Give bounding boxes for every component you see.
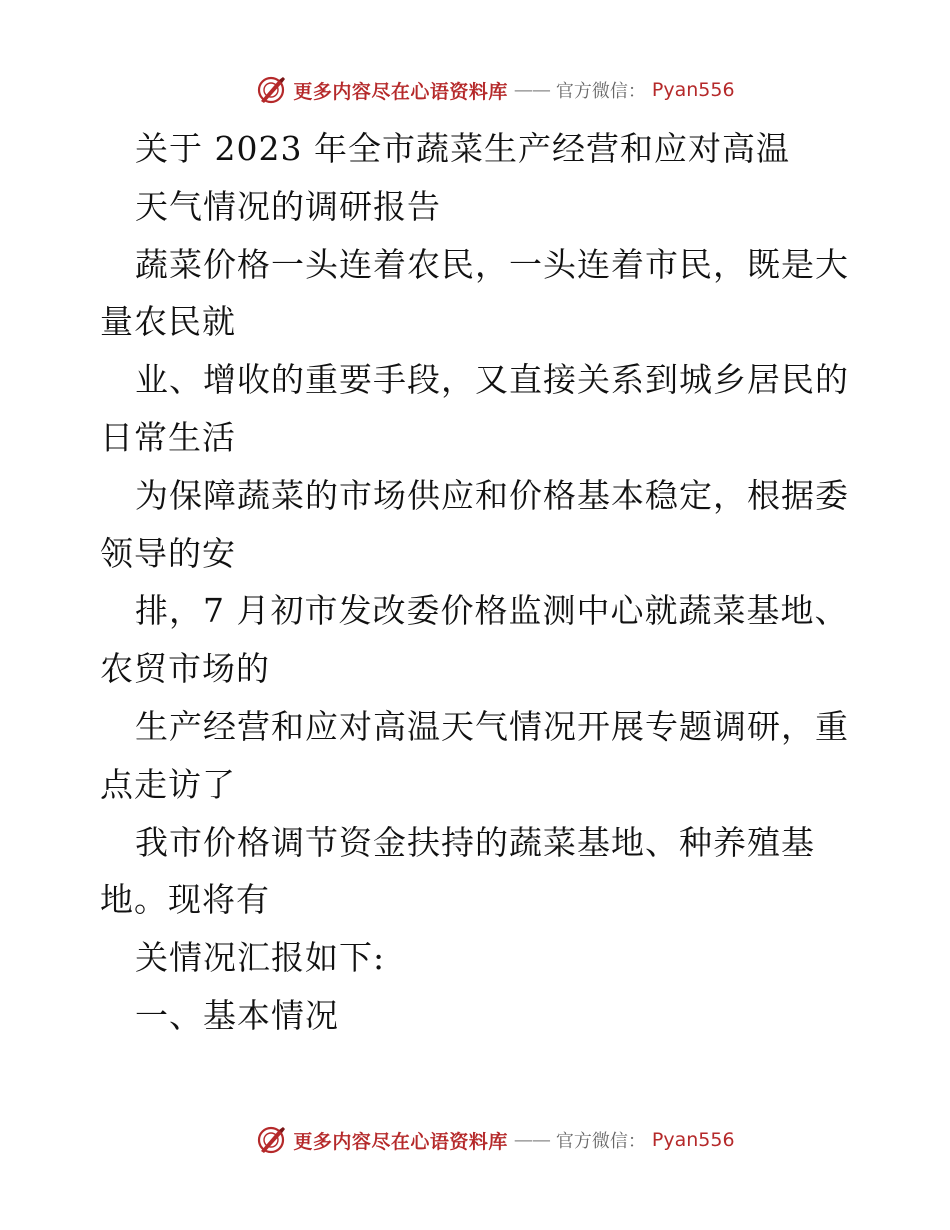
paragraph-line: 为保障蔬菜的市场供应和价格基本稳定，根据委 xyxy=(135,475,849,515)
banner-content xyxy=(255,74,734,106)
banner-dash: —— xyxy=(513,1129,550,1151)
paragraph-line: 农贸市场的 xyxy=(100,649,270,689)
red-pen-seal-icon xyxy=(255,1124,287,1156)
paragraph-line: 点走访了 xyxy=(100,764,236,804)
banner-wechat-label: 官方微信： xyxy=(555,81,646,102)
paragraph-line: 排，7 月初市发改委价格监测中心就蔬菜基地、 xyxy=(135,591,849,631)
paragraph-line: 地。现将有 xyxy=(100,880,270,920)
section-heading: 一、基本情况 xyxy=(135,995,339,1035)
document-title-line-1: 关于 2023 年全市蔬菜生产经营和应对高温 xyxy=(135,129,790,168)
banner-dash: —— xyxy=(513,79,550,101)
banner-wechat-id: Pyan556 xyxy=(651,79,735,101)
paragraph-line: 关情况汇报如下: xyxy=(135,938,386,978)
paragraph-line: 日常生活 xyxy=(100,417,236,457)
banner-brand-text: 更多内容尽在心语资料库 xyxy=(293,80,508,103)
red-pen-seal-icon xyxy=(255,74,287,106)
paragraph-line: 业、增收的重要手段，又直接关系到城乡居民的 xyxy=(135,360,849,400)
paragraph-line: 领导的安 xyxy=(100,533,236,573)
document-body xyxy=(100,120,860,1045)
header-banner xyxy=(0,70,950,110)
paragraph-line: 蔬菜价格一头连着农民，一头连着市民，既是大 xyxy=(135,244,849,284)
banner-wechat-label: 官方微信： xyxy=(555,1131,646,1152)
paragraph-line: 我市价格调节资金扶持的蔬菜基地、种养殖基 xyxy=(135,822,815,862)
paragraph-line: 生产经营和应对高温天气情况开展专题调研，重 xyxy=(135,706,849,746)
banner-content xyxy=(255,1124,734,1156)
document-title-line-2: 天气情况的调研报告 xyxy=(135,186,441,226)
footer-banner xyxy=(0,1120,950,1160)
banner-brand-text: 更多内容尽在心语资料库 xyxy=(293,1130,508,1153)
paragraph-line: 量农民就 xyxy=(100,302,236,342)
banner-wechat-id: Pyan556 xyxy=(651,1129,735,1151)
